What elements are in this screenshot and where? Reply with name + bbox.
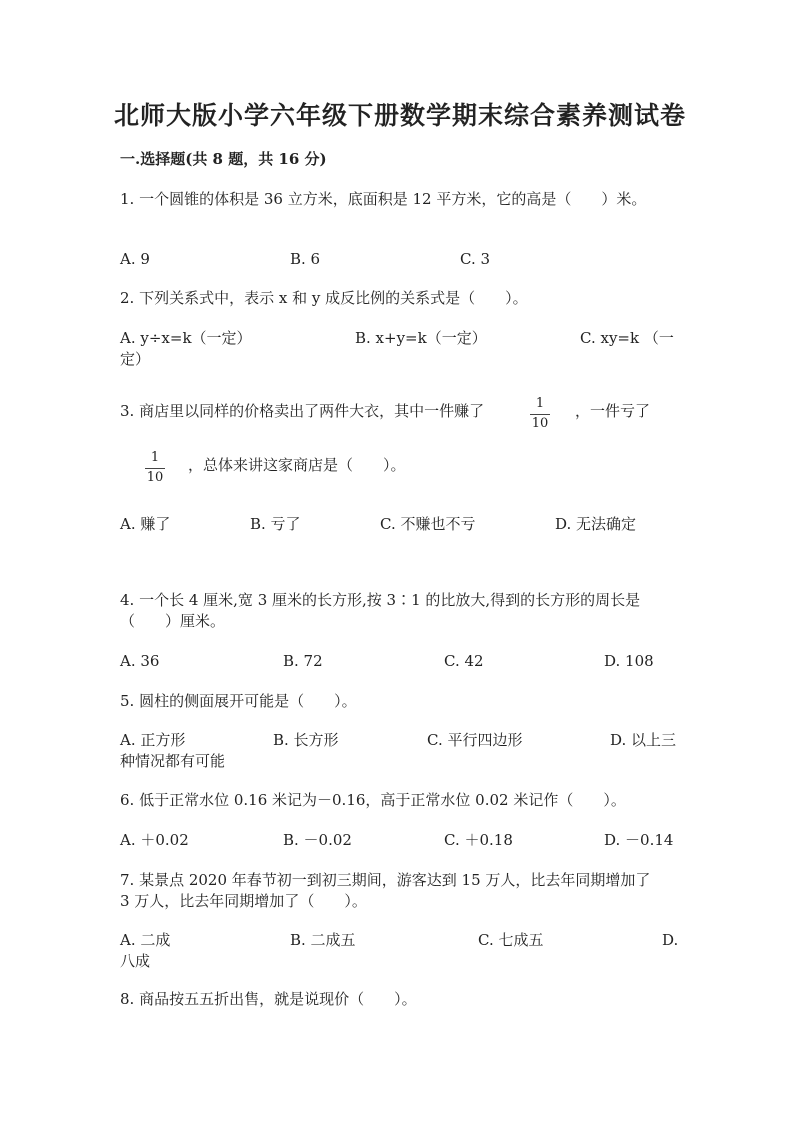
question-3-text-b: ，一件亏了 — [575, 402, 651, 420]
question-5-text: 5. 圆柱的侧面展开可能是（ ）。 — [120, 692, 357, 710]
question-6-option-d: D. －0.14 — [604, 831, 674, 849]
question-5-option-c: C. 平行四边形 — [427, 731, 523, 749]
question-2-option-c: C. xy=k （一 — [580, 329, 674, 347]
question-2-text: 2. 下列关系式中，表示 x 和 y 成反比例的关系式是（ ）。 — [120, 289, 528, 307]
question-3-fraction-1 — [530, 396, 550, 432]
question-3-option-c: C. 不赚也不亏 — [380, 515, 476, 533]
question-1-option-b: B. 6 — [290, 250, 321, 268]
question-2-option-wrap: 定） — [120, 350, 151, 368]
section-header: 一.选择题(共 8 题，共 16 分) — [120, 150, 327, 168]
question-7-option-b: B. 二成五 — [290, 931, 356, 949]
question-7-text-line2: 3 万人，比去年同期增加了（ ）。 — [120, 892, 367, 910]
question-2-option-a: A. y÷x=k（一定） — [120, 329, 252, 347]
question-1-option-c: C. 3 — [460, 250, 491, 268]
question-4-text-line2: （ ）厘米。 — [120, 612, 226, 630]
question-5-option-a: A. 正方形 — [120, 731, 186, 749]
question-6-option-c: C. ＋0.18 — [444, 831, 513, 849]
question-6-text: 6. 低于正常水位 0.16 米记为－0.16，高于正常水位 0.02 米记作（ ）。 — [120, 791, 626, 809]
fraction-bar — [145, 468, 165, 469]
question-7-option-wrap: 八成 — [120, 952, 151, 970]
question-6-option-b: B. －0.02 — [283, 831, 352, 849]
question-4-option-c: C. 42 — [444, 652, 484, 670]
question-3-option-a: A. 赚了 — [120, 515, 171, 533]
question-3-option-d: D. 无法确定 — [555, 515, 637, 533]
question-4-option-b: B. 72 — [283, 652, 323, 670]
fraction-denominator: 10 — [146, 470, 164, 485]
question-7-option-d: D. — [662, 931, 679, 949]
question-7-text-line1: 7. 某景点 2020 年春节初一到初三期间，游客达到 15 万人，比去年同期增加了 — [120, 871, 651, 889]
question-1-option-a: A. 9 — [120, 250, 150, 268]
question-3-option-b: B. 亏了 — [250, 515, 301, 533]
question-6-option-a: A. ＋0.02 — [120, 831, 189, 849]
question-5-option-wrap: 种情况都有可能 — [120, 752, 226, 770]
fraction-numerator: 1 — [150, 450, 160, 465]
question-5-option-d: D. 以上三 — [610, 731, 677, 749]
fraction-bar — [530, 414, 550, 415]
question-7-option-a: A. 二成 — [120, 931, 171, 949]
question-3-text-c: ，总体来讲这家商店是（ ）。 — [188, 456, 406, 474]
question-4-option-a: A. 36 — [120, 652, 160, 670]
question-8-text: 8. 商品按五五折出售，就是说现价（ ）。 — [120, 990, 417, 1008]
question-4-option-d: D. 108 — [604, 652, 654, 670]
question-5-option-b: B. 长方形 — [273, 731, 339, 749]
fraction-numerator: 1 — [535, 396, 545, 411]
page-title: 北师大版小学六年级下册数学期末综合素养测试卷 — [113, 101, 686, 130]
question-1-text: 1. 一个圆锥的体积是 36 立方米，底面积是 12 平方米，它的高是（ ）米。 — [120, 190, 647, 208]
question-7-option-c: C. 七成五 — [478, 931, 544, 949]
question-4-text-line1: 4. 一个长 4 厘米,宽 3 厘米的长方形,按 3∶1 的比放大,得到的长方形的周长是 — [120, 591, 641, 609]
question-2-option-b: B. x+y=k（一定） — [355, 329, 487, 347]
question-3-text-a: 3. 商店里以同样的价格卖出了两件大衣，其中一件赚了 — [120, 402, 485, 420]
question-3-fraction-2 — [145, 450, 165, 486]
fraction-denominator: 10 — [531, 416, 549, 431]
